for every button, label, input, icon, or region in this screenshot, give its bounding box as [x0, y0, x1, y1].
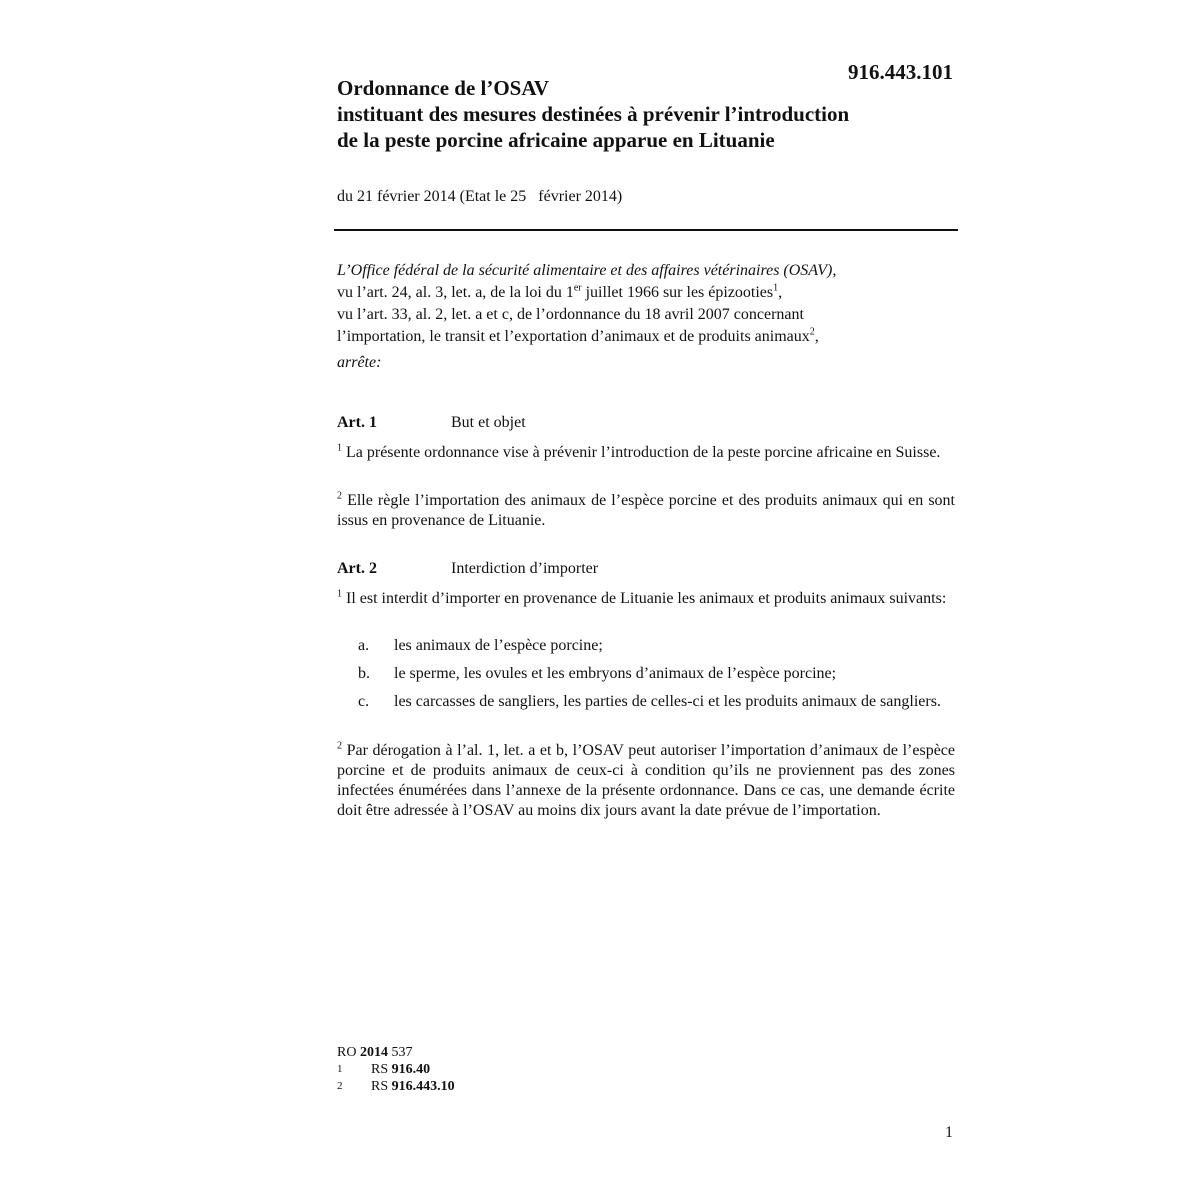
paragraph-number: 2 [337, 740, 342, 752]
title-line: Ordonnance de l’OSAV [337, 76, 549, 100]
preamble-line: vu l’art. 33, al. 2, let. a et c, de l’ordonnance du 18 avril 2007 concernant [337, 306, 804, 323]
list-item-letter: b. [358, 665, 370, 682]
footnote-ref: 1 [773, 282, 779, 294]
article-paragraph: $^1$ La présente ordonnance vise à prévenir l’introduction de la peste porcine africaine en Suisse. [337, 442, 941, 461]
list-item [337, 636, 955, 656]
footnote-number: 2 [337, 1080, 343, 1092]
paragraph-number: 2 [337, 490, 342, 502]
page-number: 1 [945, 1124, 953, 1141]
preamble [337, 260, 957, 374]
article-heading [337, 560, 598, 578]
sr-number: 916.443.101 [848, 60, 953, 84]
footnote-number: 1 [337, 1063, 343, 1075]
list-item-letter: c. [358, 693, 370, 710]
footnote: 1 RS 916.40 [337, 1062, 431, 1077]
preamble-decree: arrête: [337, 354, 382, 371]
article-heading [337, 414, 526, 432]
ro-reference: RO 2014 537 [337, 1045, 413, 1060]
title-line: de la peste porcine africaine apparue en Lituanie [337, 128, 775, 152]
article-title: Interdiction d’importer [451, 560, 599, 577]
paragraph-number: 1 [337, 588, 342, 600]
footnote: 2 RS 916.443.10 [337, 1079, 455, 1094]
list-item-text: les carcasses de sangliers, les parties de celles-ci et les produits animaux de sangliers. [394, 693, 941, 710]
document-title [337, 75, 977, 153]
footnote-ref: 2 [809, 326, 815, 338]
document-date: du 21 février 2014 (Etat le 25 février 2014) [337, 188, 623, 205]
list-item [337, 692, 955, 712]
list-item-letter: a. [358, 637, 370, 654]
article-number: Art. 2 [337, 560, 377, 577]
paragraph-number: 1 [337, 442, 342, 454]
article-paragraph: $^2$ Par dérogation à l’al. 1, let. a et b, l’OSAV peut autoriser l’importation d’animaux de l’espèce porcine et de produits animaux de ceux-ci à condition qu’ils ne proviennent pas des zones infectées énumérées dans l’annexe de la présente ordonnance. Dans ce cas, une demande écrite doit être adressée à l’OSAV au moins dix jours avant la date prévue de l’importation. [337, 740, 955, 819]
article-number: Art. 1 [337, 414, 377, 431]
preamble-line: l’importation, le transit et l’exportation d’animaux et de produits animaux$^2$, [337, 326, 819, 345]
list-item [337, 664, 955, 684]
preamble-line: vu l’art. 24, al. 3, let. a, de la loi du 1er juillet 1966 sur les épizooties$^1$, [337, 282, 783, 301]
list-item-text: les animaux de l’espèce porcine; [394, 637, 603, 654]
article-paragraph: $^1$ Il est interdit d’importer en provenance de Lituanie les animaux et produits animaux suivants: [337, 588, 947, 607]
preamble-authority: L’Office fédéral de la sécurité alimentaire et des affaires vétérinaires (OSAV), [337, 262, 837, 279]
title-divider [334, 229, 958, 231]
title-line: instituant des mesures destinées à prévenir l’introduction [337, 102, 850, 126]
footnotes [337, 1044, 455, 1095]
list-item-text: le sperme, les ovules et les embryons d’animaux de l’espèce porcine; [394, 665, 837, 682]
article-title: But et objet [451, 414, 526, 431]
article-paragraph: $^2$ Elle règle l’importation des animaux de l’espèce porcine et des produits animaux qui en sont issus en provenance de Lituanie. [337, 490, 955, 529]
